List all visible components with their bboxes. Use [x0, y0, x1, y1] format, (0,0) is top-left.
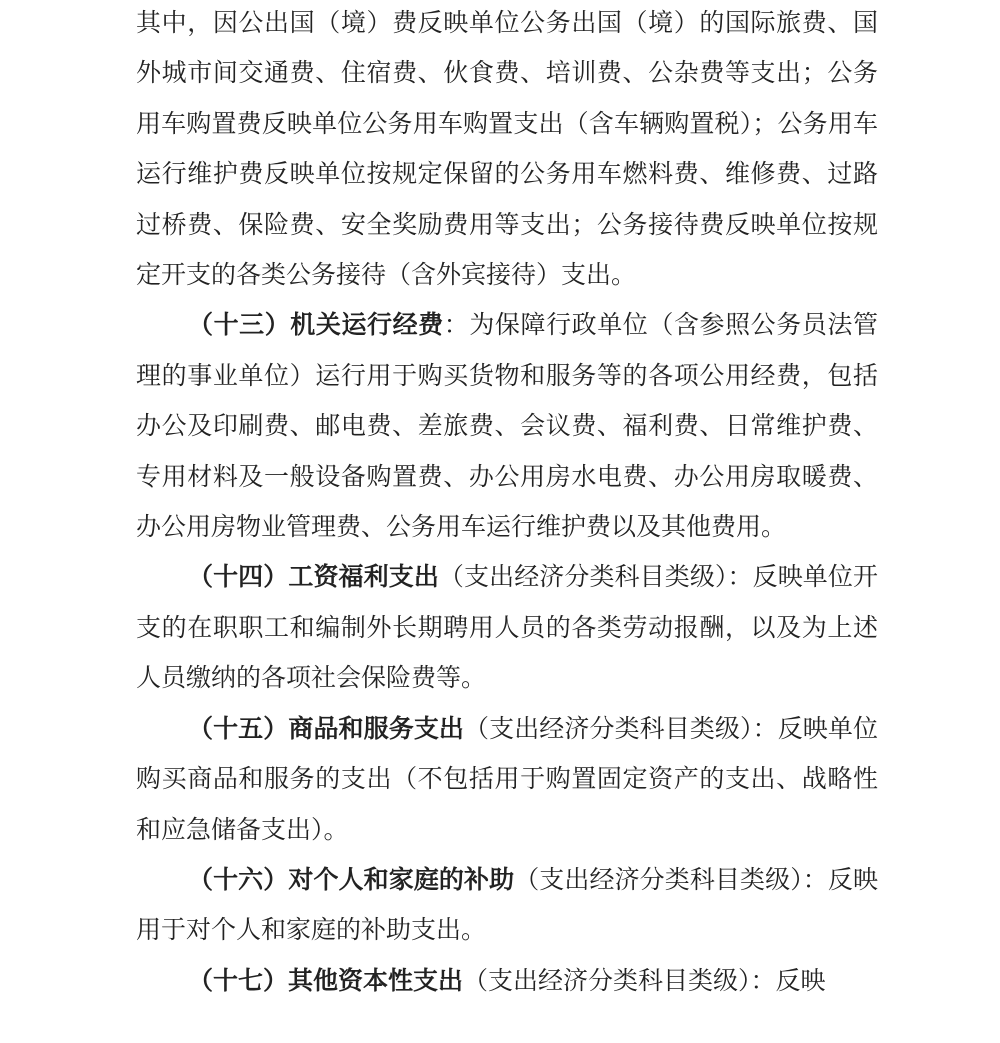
paragraph-other-capital — [136, 956, 878, 1006]
paragraph-body: （支出经济分类科目类级）：反映单位开支的在职职工和编制外长期聘用人员的各类劳动报酬，以及为上述人员缴纳的各项社会保险费等。 — [136, 562, 878, 693]
paragraph-household-subsidies — [136, 855, 878, 956]
paragraph-body: （支出经济分类科目类级）：反映单位购买商品和服务的支出（不包括用于购置固定资产的支出、战略性和应急储备支出）。 — [136, 713, 878, 844]
paragraph-wage-welfare — [136, 552, 878, 703]
paragraph-agency-operating-funds — [136, 300, 878, 552]
paragraph-body: （支出经济分类科目类级）：反映用于对个人和家庭的补助支出。 — [136, 864, 878, 945]
paragraph-heading: （十五）商品和服务支出 — [188, 713, 465, 743]
paragraph-goods-services — [136, 704, 878, 855]
paragraph-body: 其中，因公出国（境）费反映单位公务出国（境）的国际旅费、国外城市间交通费、住宿费、伙食费、培训费、公杂费等支出；公务用车购置费反映单位公务用车购置支出（含车辆购置税）；公务用车运行维护费反映单位按规定保留的公务用车燃料费、维修费、过路过桥费、保险费、安全奖励费用等支出；公务接待费反映单位按规定开支的各类公务接待（含外宾接待）支出。 — [136, 8, 878, 290]
paragraph-body: ：为保障行政单位（含参照公务员法管理的事业单位）运行用于购买货物和服务等的各项公用经费，包括办公及印刷费、邮电费、差旅费、会议费、福利费、日常维护费、专用材料及一般设备购置费、办公用房水电费、办公用房取暖费、办公用房物业管理费、公务用车运行维护费以及其他费用。 — [136, 310, 878, 542]
paragraph-heading: （十四）工资福利支出 — [188, 562, 439, 592]
paragraph-overseas-expenses — [136, 0, 878, 300]
paragraph-heading: （十三）机关运行经费 — [188, 310, 444, 340]
paragraph-body: （支出经济分类科目类级）：反映 — [463, 965, 826, 995]
paragraph-heading: （十七）其他资本性支出 — [188, 965, 464, 995]
paragraph-heading: （十六）对个人和家庭的补助 — [188, 864, 515, 894]
document-page — [136, 0, 878, 1006]
